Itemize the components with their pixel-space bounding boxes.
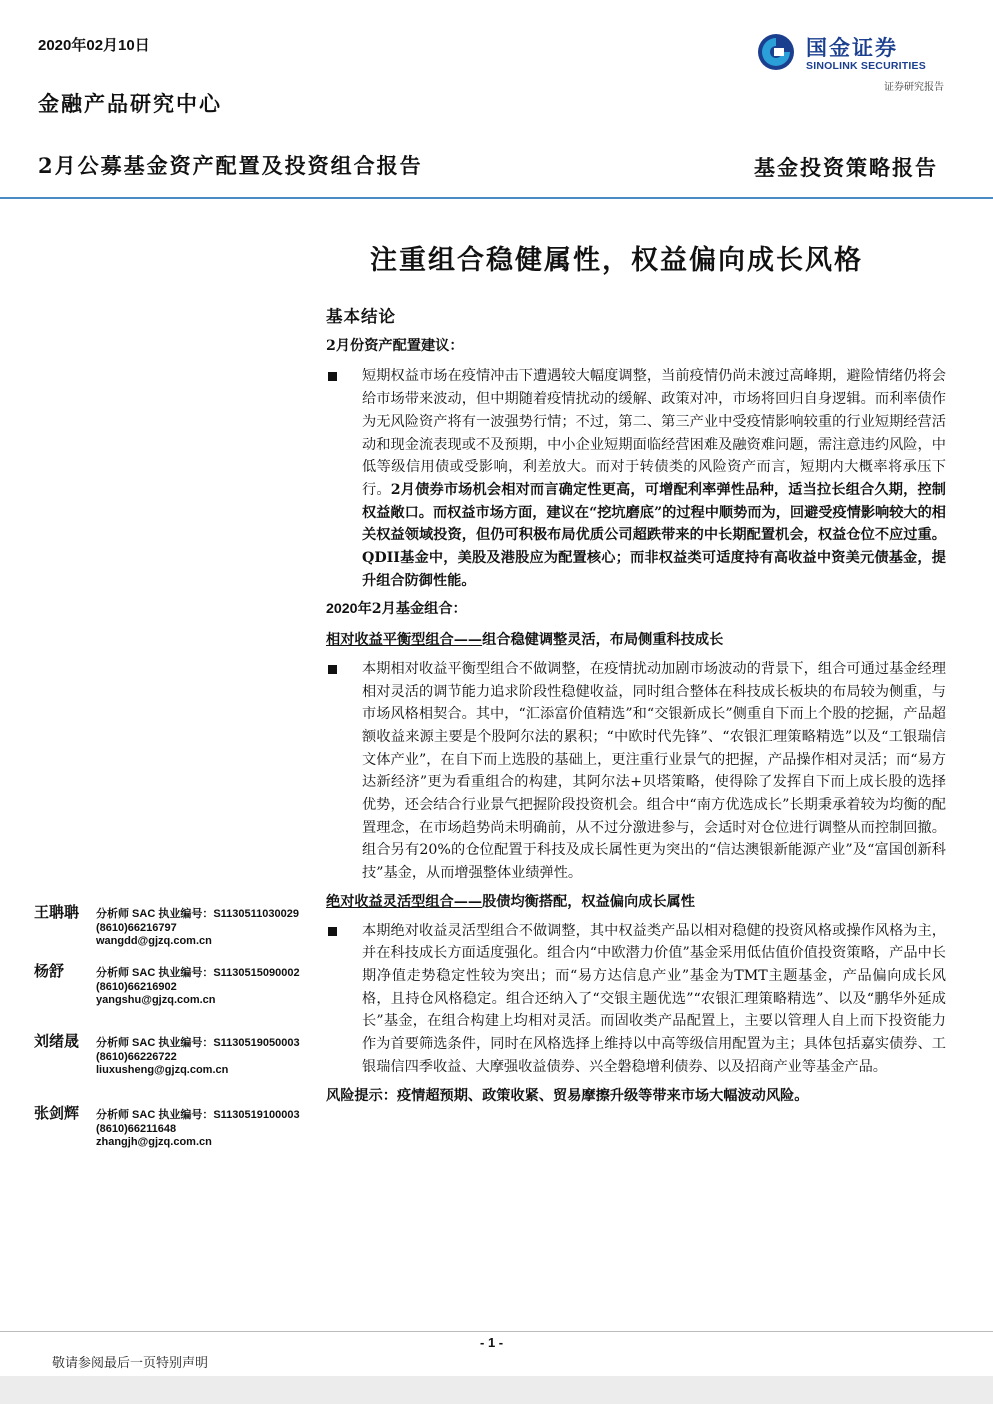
analyst-cert: 分析师 SAC 执业编号：S1130519100003 <box>96 1109 300 1121</box>
research-center-name: 金融产品研究中心 <box>38 91 222 116</box>
headline: 注重组合稳健属性，权益偏向成长风格 <box>370 245 863 276</box>
logo-subtitle: 证券研究报告 <box>884 82 944 93</box>
analyst-cert: 分析师 SAC 执业编号：S1130519050003 <box>96 1037 300 1049</box>
page-number: - 1 - <box>480 1335 504 1350</box>
analyst-email[interactable]: wangdd@gjzq.com.cn <box>96 935 212 947</box>
absolute-title-underlined: 绝对收益灵活型组合—— <box>326 893 483 910</box>
analyst-name: 王聃聃 <box>34 903 80 921</box>
absolute-portfolio-title <box>326 891 946 914</box>
absolute-portfolio-paragraph <box>326 920 946 1079</box>
relative-text: 本期相对收益平衡型组合不做调整，在疫情扰动加剧市场波动的背景下，组合可通过基金经理相对灵活的调节能力追求阶段性稳健收益，同时组合整体在科技成长板块的布局较为侧重，与市场风格相契合。其中，“汇添富价值精选”和“交银新成长”侧重自下而上个股的挖掘，产品超额收益来源主要是个股阿尔法的累积；“中欧时代先锋”、“农银汇理策略精选”以及“工银瑞信文体产业”，在自下而上选股的基础上，更注重行业景气的把握，产品操作相对灵活；而“易方达新经济”更为看重组合的构建，其阿尔法+贝塔策略，使得除了发挥自下而上成长股的选择优势，还会结合行业景气把握阶段投资机会。组合中“南方优选成长”长期秉承着较为均衡的配置理念，在市场趋势尚未明确前，从不过分激进参与，会适时对仓位进行调整从而控制回撤。组合另有20%的仓位配置于科技及成长属性更为突出的“信达澳银新能源产业”及“富国创新科技”基金，从而增强整体业绩弹性。 <box>362 660 946 882</box>
logo-emblem-icon <box>756 32 796 72</box>
analyst-email[interactable]: yangshu@gjzq.com.cn <box>96 994 216 1006</box>
section-title: 基本结论 <box>326 307 396 326</box>
analyst-info <box>96 967 300 1008</box>
allocation-paragraph <box>326 365 946 592</box>
relative-title-rest: 组合稳健调整灵活，布局侧重科技成长 <box>482 632 724 649</box>
allocation-title: 2月份资产配置建议： <box>326 337 464 354</box>
analyst-phone: (8610)66226722 <box>96 1050 177 1063</box>
analyst-name: 张剑辉 <box>34 1104 80 1122</box>
main-content <box>326 306 946 1107</box>
analyst-name: 杨舒 <box>34 962 65 980</box>
relative-portfolio-title <box>326 629 946 652</box>
footer-divider <box>0 1331 993 1332</box>
header-divider <box>0 197 993 199</box>
analyst-name: 刘绪晟 <box>34 1032 80 1050</box>
analyst-info <box>96 1109 300 1150</box>
logo-name-cn: 国金证券 <box>806 36 898 60</box>
logo-name-en: SINOLINK SECURITIES <box>806 60 926 72</box>
analyst-info <box>96 1037 300 1078</box>
bullet-square-icon <box>328 372 337 381</box>
analyst-info <box>96 908 299 949</box>
analyst-email[interactable]: liuxusheng@gjzq.com.cn <box>96 1064 229 1076</box>
relative-portfolio-paragraph <box>326 658 946 885</box>
analyst-cert: 分析师 SAC 执业编号：S1130515090002 <box>96 967 300 979</box>
report-title: 2月公募基金资产配置及投资组合报告 <box>38 153 423 178</box>
analyst-phone: (8610)66216902 <box>96 980 177 993</box>
report-type: 基金投资策略报告 <box>754 155 938 180</box>
portfolio-title-text: 年2月基金组合： <box>357 601 467 618</box>
allocation-bold-text: 2月债券市场机会相对而言确定性更高，可增配利率弹性品种，适当拉长组合久期，控制权益敞口。而权益市场方面，建议在“挖坑磨底”的过程中顺势而为，回避受疫情影响较大的相关权益领域投资，但仍可积极布局优质公司超跌带来的中长期配置机会，权益仓位不应过重。QDII基金中，美股及港股应为配置核心；而非权益类可适度持有高收益中资美元债基金，提升组合防御性能。 <box>362 481 946 589</box>
bullet-square-icon <box>328 927 337 936</box>
analyst-phone: (8610)66211648 <box>96 1122 177 1135</box>
bullet-square-icon <box>328 665 337 674</box>
absolute-title-rest: 股债均衡搭配，权益偏向成长属性 <box>482 893 695 910</box>
portfolio-year: 2020 <box>326 601 358 618</box>
relative-title-underlined: 相对收益平衡型组合—— <box>326 632 483 649</box>
analyst-email[interactable]: zhangjh@gjzq.com.cn <box>96 1136 212 1148</box>
company-logo <box>756 30 956 96</box>
risk-warning: 风险提示：疫情超预期、政策收紧、贸易摩擦升级等带来市场大幅波动风险。 <box>326 1087 809 1104</box>
analyst-phone: (8610)66216797 <box>96 921 177 934</box>
portfolio-title <box>326 598 946 621</box>
disclaimer-note: 敬请参阅最后一页特别声明 <box>52 1356 209 1371</box>
allocation-text: 短期权益市场在疫情冲击下遭遇较大幅度调整，当前疫情仍尚未渡过高峰期，避险情绪仍将会给市场带来波动，但中期随着疫情扰动的缓解、政策对冲，市场将回归自身逻辑。而利率债作为无风险资产将有一波强势行情；不过，第二、第三产业中受疫情影响较重的行业短期经营活动和现金流表现或不及预期，中小企业短期面临经营困难及融资难问题，需注意违约风险，中低等级信用债或受影响，利差放大。而对于转债类的风险资产而言，短期内大概率将承压下行。 <box>362 368 946 498</box>
analyst-cert: 分析师 SAC 执业编号：S1130511030029 <box>96 908 299 920</box>
absolute-text: 本期绝对收益灵活型组合不做调整，其中权益类产品以相对稳健的投资风格或操作风格为主，并在科技成长方面适度强化。组合内“中欧潜力价值”基金采用低估值价值投资策略，产品中长期净值走势稳定性较为突出；而“易方达信息产业”基金为TMT主题基金，产品偏向成长风格，且持仓风格稳定。组合还纳入了“交银主题优选”“农银汇理策略精选”、以及“鹏华外延成长”基金，在组合构建上均相对灵活。而固收类产品配置上，主要以管理人自上而下投资能力作为首要筛选条件，同时在风格选择上维持以中高等级信用配置为主；具体包括嘉实债券、工银瑞信四季收益、大摩强收益债券、兴全磐稳增利债券、以及招商产业等基金产品。 <box>362 922 946 1075</box>
report-date: 2020年02月10日 <box>38 37 150 54</box>
footer-band <box>0 1376 993 1404</box>
